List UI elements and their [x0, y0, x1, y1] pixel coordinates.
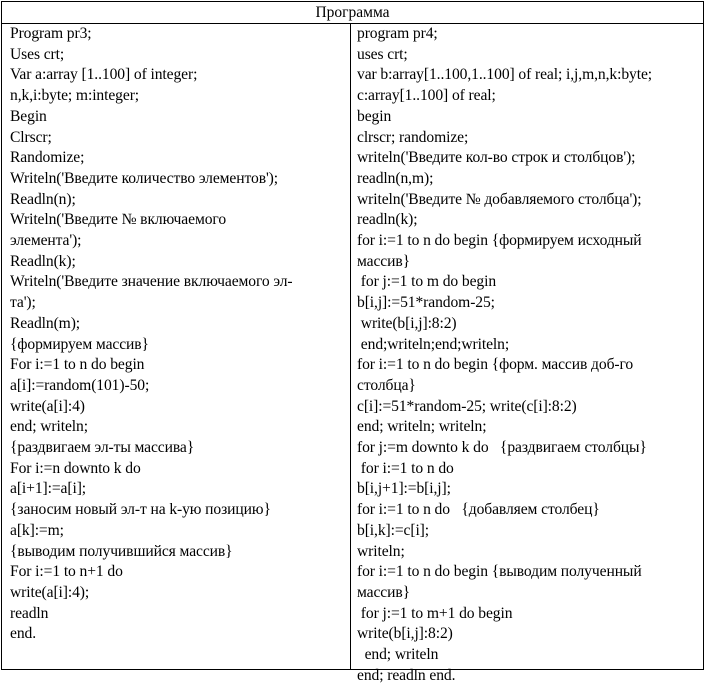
left-code-line: Var a:array [1..100] of integer;	[10, 66, 198, 84]
right-code-line: begin	[357, 107, 392, 125]
left-code-line: a[k]:=m;	[10, 521, 64, 539]
right-code-line: for i:=1 to n do	[357, 459, 454, 477]
right-code-line: for j:=1 to m+1 do begin	[357, 604, 513, 622]
right-code-line: c:array[1..100] of real;	[357, 87, 496, 105]
left-code-line: элемента');	[10, 232, 82, 250]
left-code-line: n,k,i:byte; m:integer;	[10, 87, 140, 105]
right-code-line: end; writeln; writeln;	[357, 418, 487, 436]
right-code-line: var b:array[1..100,1..100] of real; i,j,m,n,k:byte;	[357, 66, 652, 84]
right-code-line: readln(n,m);	[357, 169, 434, 187]
right-code-line: write(b[i,j]:8:2)	[357, 314, 457, 332]
left-code-line: Clrscr;	[10, 128, 52, 146]
left-code-line: a[i]:=random(101)-50;	[10, 376, 150, 394]
right-code-line: writeln('Введите кол-во строк и столбцов');	[357, 149, 636, 167]
right-code-line: b[i,j+1]:=b[i,j];	[357, 480, 451, 498]
left-code-line: write(a[i]:4);	[10, 583, 90, 601]
right-code-line: c[i]:=51*random-25; write(c[i]:8:2)	[357, 397, 577, 415]
left-code-line: Begin	[10, 107, 47, 125]
right-code-line: clrscr; randomize;	[357, 128, 469, 146]
right-code-line: write(b[i,j]:8:2)	[357, 625, 453, 643]
left-code-line: {раздвигаем эл-ты массива}	[10, 439, 195, 457]
left-code-line: Readln(n);	[10, 190, 76, 208]
right-code-line: for i:=1 to n do {добавляем столбец}	[357, 501, 600, 519]
right-code-line: for j:=m downto k do {раздвигаем столбцы}	[357, 439, 647, 457]
right-code-line: end; writeln	[357, 646, 439, 664]
right-code-line: массив}	[357, 583, 411, 601]
right-code-line: for j:=1 to m do begin	[357, 273, 497, 291]
right-code-line: массив}	[357, 252, 411, 270]
right-code-line: столбца}	[357, 376, 416, 394]
right-code-line: for i:=1 to n do begin {форм. массив доб-го	[357, 356, 634, 374]
left-code-line: For i:=n downto k do	[10, 459, 141, 477]
right-code-line: program pr4;	[357, 25, 438, 42]
right-code-line: end;writeln;end;writeln;	[357, 335, 510, 353]
left-code-line: Uses crt;	[10, 45, 65, 63]
left-code-line: Writeln('Введите количество элементов');	[10, 169, 278, 187]
table-body	[2, 24, 703, 684]
left-code-line: Randomize;	[10, 149, 85, 167]
left-code-line: Writeln('Введите значение включаемого эл-	[10, 273, 293, 291]
right-code-line: writeln;	[357, 542, 405, 560]
program-table	[1, 1, 704, 684]
left-code-line: Readln(k);	[10, 252, 76, 270]
left-code-line: end.	[10, 625, 37, 643]
right-code-line: uses crt;	[357, 45, 408, 63]
left-code-line: write(a[i]:4)	[10, 397, 85, 415]
left-code-line: For i:=1 to n+1 do	[10, 563, 123, 581]
left-code-line: Program pr3;	[10, 25, 92, 42]
right-code-line: for i:=1 to n do begin {выводим полученный	[357, 563, 642, 581]
left-program-column	[2, 24, 351, 669]
left-code-line: {выводим получившийся массив}	[10, 542, 233, 560]
left-code-line: a[i+1]:=a[i];	[10, 480, 87, 498]
left-code-line: Readln(m);	[10, 314, 81, 332]
header-title: Программа	[315, 4, 390, 21]
table-header	[2, 2, 703, 24]
left-code-line: та');	[10, 294, 36, 312]
right-code-line: readln(k);	[357, 211, 418, 229]
right-code-line: end; readln end.	[357, 666, 456, 684]
right-code-line: b[i,k]:=c[i];	[357, 521, 430, 539]
right-code-line: for i:=1 to n do begin {формируем исходный	[357, 232, 642, 250]
left-code-line: end; writeln;	[10, 418, 88, 436]
left-code-line: For i:=1 to n do begin	[10, 356, 145, 374]
right-code-line: writeln('Введите № добавляемого столбца');	[357, 190, 642, 208]
right-code-line: b[i,j]:=51*random-25;	[357, 294, 495, 312]
left-code-line: {заносим новый эл-т на k-ую позицию}	[10, 501, 271, 519]
right-program-column	[351, 24, 703, 684]
left-code-line: Writeln('Введите № включаемого	[10, 211, 227, 229]
left-code-line: readln	[10, 604, 49, 622]
left-code-line: {формируем массив}	[10, 335, 149, 353]
